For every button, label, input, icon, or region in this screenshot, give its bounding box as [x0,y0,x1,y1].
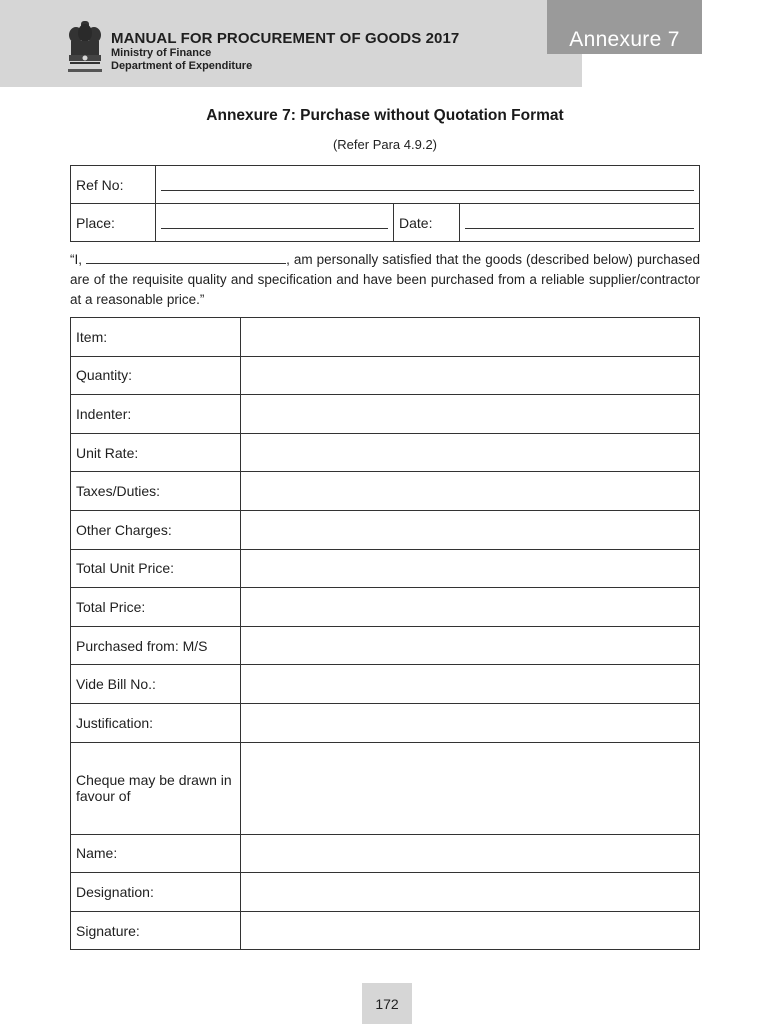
table-row [71,395,700,434]
department-name: Department of Expenditure [111,60,253,72]
row-value-total-price[interactable] [241,588,700,627]
statement-text: , am personally satisfied that the goods (described below) purchased are of the requisite quality and specification and have been purchased from a reliable supplier/contractor at a reasonable price.” [70,252,700,307]
ref-no-field[interactable] [156,166,700,204]
row-label-quantity: Quantity: [71,356,241,395]
table-row [71,873,700,912]
header-text [111,30,459,73]
row-value-other-charges[interactable] [241,510,700,549]
reference-table [70,165,700,242]
place-label: Place: [71,204,156,242]
row-value-designation[interactable] [241,873,700,912]
row-label-total-unit-price: Total Unit Price: [71,549,241,588]
place-field[interactable] [156,204,394,242]
place-date-row [71,204,700,242]
row-value-purchased-from[interactable] [241,626,700,665]
table-row [71,472,700,511]
name-blank-line[interactable] [86,253,286,264]
row-value-indenter[interactable] [241,395,700,434]
date-label: Date: [394,204,460,242]
row-label-purchased-from: Purchased from: M/S [71,626,241,665]
table-row [71,588,700,627]
row-label-indenter: Indenter: [71,395,241,434]
row-label-taxes-duties: Taxes/Duties: [71,472,241,511]
ministry-name: Ministry of Finance [111,47,212,59]
table-row [71,742,700,834]
document-subtitle: (Refer Para 4.9.2) [332,137,438,152]
row-label-vide-bill-no: Vide Bill No.: [71,665,241,704]
row-label-cheque-favour: Cheque may be drawn in favour of [71,742,241,834]
row-label-other-charges: Other Charges: [71,510,241,549]
table-row [71,549,700,588]
date-fill-line [465,228,694,229]
row-value-quantity[interactable] [241,356,700,395]
row-value-vide-bill-no[interactable] [241,665,700,704]
annexure-tab [547,0,702,54]
ref-no-fill-line [161,190,694,191]
row-label-name: Name: [71,834,241,873]
row-label-signature: Signature: [71,911,241,950]
row-label-justification: Justification: [71,703,241,742]
place-fill-line [161,228,388,229]
table-row [71,665,700,704]
manual-title: MANUAL FOR PROCUREMENT OF GOODS 2017 [111,30,460,47]
document-title: Annexure 7: Purchase without Quotation Format [206,107,564,124]
table-row [71,626,700,665]
page-number: 172 [362,983,412,1024]
row-value-unit-rate[interactable] [241,433,700,472]
ref-no-label: Ref No: [71,166,156,204]
row-value-justification[interactable] [241,703,700,742]
table-row [71,510,700,549]
row-value-name[interactable] [241,834,700,873]
ref-no-row [71,166,700,204]
satisfaction-statement [70,250,700,310]
statement-prefix: “I, [70,252,82,267]
table-row [71,911,700,950]
row-label-designation: Designation: [71,873,241,912]
row-value-item[interactable] [241,318,700,357]
annexure-tab-label: Annexure 7 [569,28,680,51]
purchase-details-table [70,317,700,950]
row-value-cheque-favour[interactable] [241,742,700,834]
row-label-item: Item: [71,318,241,357]
row-label-unit-rate: Unit Rate: [71,433,241,472]
national-emblem-icon [64,19,106,81]
date-field[interactable] [460,204,700,242]
row-value-total-unit-price[interactable] [241,549,700,588]
row-label-total-price: Total Price: [71,588,241,627]
table-row [71,356,700,395]
table-row [71,703,700,742]
table-row [71,834,700,873]
row-value-signature[interactable] [241,911,700,950]
table-row [71,318,700,357]
table-row [71,433,700,472]
row-value-taxes-duties[interactable] [241,472,700,511]
